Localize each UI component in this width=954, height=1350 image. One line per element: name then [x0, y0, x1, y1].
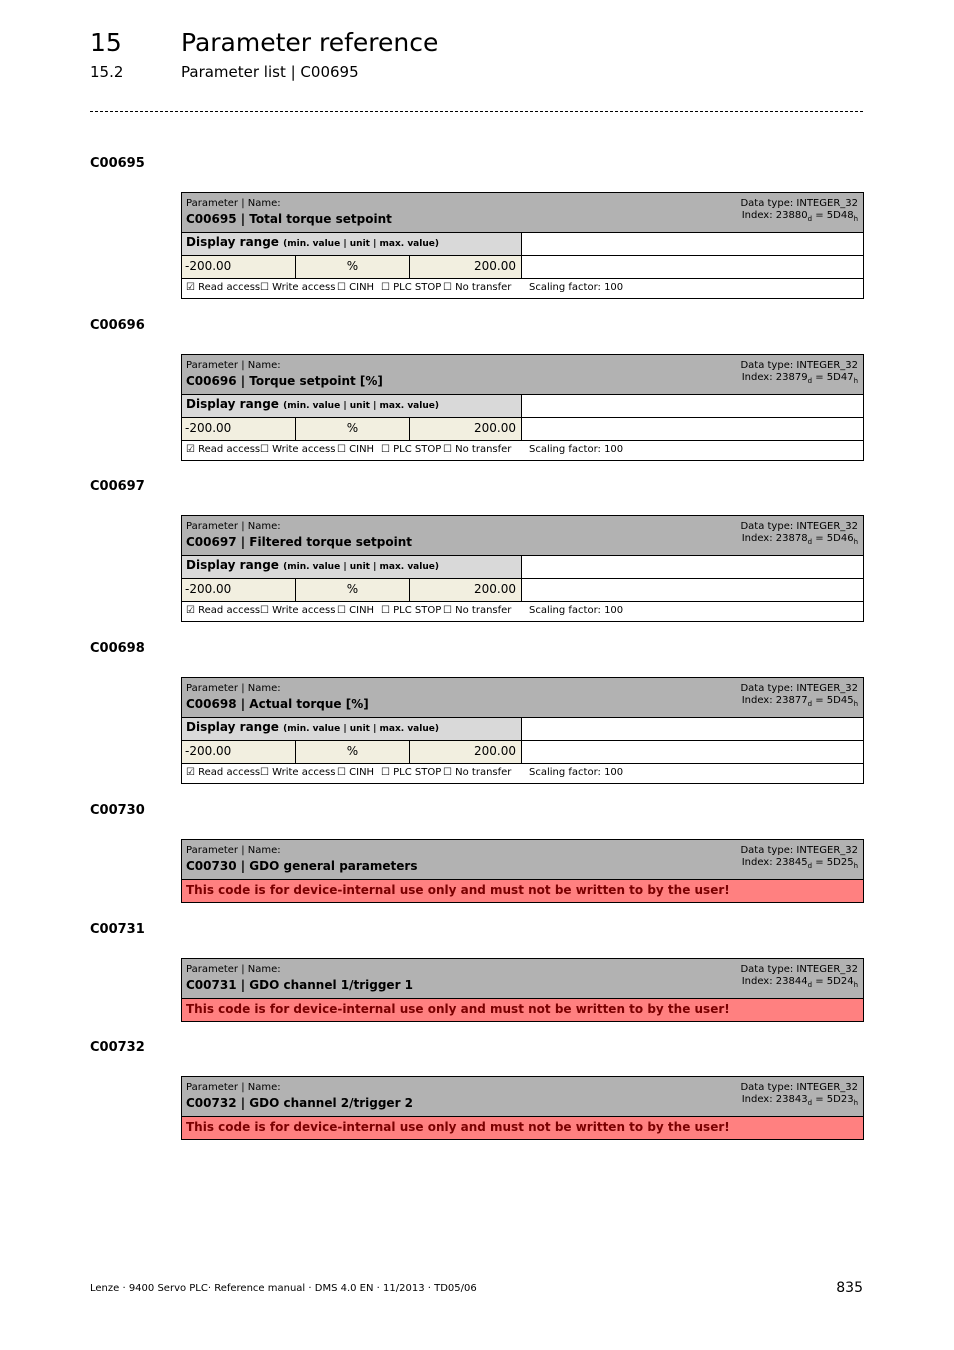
code-label: C00695: [90, 156, 145, 171]
chapter-title: Parameter reference: [181, 28, 439, 57]
param-name-label: Parameter | Name:: [186, 360, 281, 371]
internal-use-warning: This code is for device-internal use only and must not be written to by the user!: [182, 1117, 863, 1139]
write-access-checkbox: ☐ Write access: [260, 767, 336, 778]
param-name-label: Parameter | Name:: [186, 964, 281, 975]
param-table: [181, 354, 864, 461]
param-table: [181, 839, 864, 903]
param-title: C00732 | GDO channel 2/trigger 2: [186, 1096, 414, 1110]
param-index: Index: $23845_d = 5D25_h$: [741, 857, 858, 870]
data-type: Data type: INTEGER_32: [740, 360, 858, 371]
access-row: [182, 763, 863, 783]
param-title: C00695 | Total torque setpoint: [186, 212, 392, 226]
param-header: [182, 840, 863, 880]
min-value: -200.00: [182, 418, 296, 440]
param-table: [181, 958, 864, 1022]
param-name-label: Parameter | Name:: [186, 521, 281, 532]
display-range-row: [182, 395, 863, 417]
cinh-checkbox: ☐ CINH: [337, 605, 375, 616]
param-index: Index: $23879_d = 5D47_h$: [741, 372, 858, 385]
param-name-label: Parameter | Name:: [186, 198, 281, 209]
plc-stop-checkbox: ☐ PLC STOP: [381, 444, 442, 455]
access-row: [182, 440, 863, 460]
access-row: [182, 278, 863, 298]
read-access-checkbox: ☑ Read access: [186, 282, 261, 293]
dashed-divider: [90, 111, 863, 112]
data-type: Data type: INTEGER_32: [740, 964, 858, 975]
param-name-label: Parameter | Name:: [186, 845, 281, 856]
param-index: Index: $23843_d = 5D23_h$: [741, 1094, 858, 1107]
values-row: [182, 578, 863, 601]
values-row: [182, 740, 863, 763]
display-range-label: Display range (min. value | unit | max. value): [182, 395, 522, 417]
param-title: C00730 | GDO general parameters: [186, 859, 418, 873]
cinh-checkbox: ☐ CINH: [337, 767, 375, 778]
data-type: Data type: INTEGER_32: [740, 683, 858, 694]
cinh-checkbox: ☐ CINH: [337, 444, 375, 455]
write-access-checkbox: ☐ Write access: [260, 282, 336, 293]
display-range-row: [182, 556, 863, 578]
footer-text: Lenze · 9400 Servo PLC· Reference manual · DMS 4.0 EN · 11/2013 · TD05/06: [90, 1283, 477, 1294]
code-label: C00730: [90, 803, 145, 818]
unit: %: [296, 418, 410, 440]
param-header: [182, 355, 863, 395]
scaling-factor: Scaling factor: 100: [529, 444, 624, 455]
max-value: 200.00: [410, 579, 522, 601]
max-value: 200.00: [410, 256, 522, 278]
data-type: Data type: INTEGER_32: [740, 521, 858, 532]
cinh-checkbox: ☐ CINH: [337, 282, 375, 293]
read-access-checkbox: ☑ Read access: [186, 605, 261, 616]
param-index: Index: $23877_d = 5D45_h$: [741, 695, 858, 708]
plc-stop-checkbox: ☐ PLC STOP: [381, 605, 442, 616]
param-title: C00697 | Filtered torque setpoint: [186, 535, 413, 549]
param-index: Index: $23878_d = 5D46_h$: [741, 533, 858, 546]
internal-use-warning: This code is for device-internal use only and must not be written to by the user!: [182, 880, 863, 902]
param-table: [181, 192, 864, 299]
param-header: [182, 516, 863, 556]
read-access-checkbox: ☑ Read access: [186, 767, 261, 778]
code-label: C00696: [90, 318, 145, 333]
param-title: C00696 | Torque setpoint [%]: [186, 374, 383, 388]
max-value: 200.00: [410, 741, 522, 763]
access-row: [182, 601, 863, 621]
param-header: [182, 678, 863, 718]
param-table: [181, 677, 864, 784]
write-access-checkbox: ☐ Write access: [260, 444, 336, 455]
param-title: C00698 | Actual torque [%]: [186, 697, 369, 711]
unit: %: [296, 579, 410, 601]
param-header: [182, 959, 863, 999]
display-range-label: Display range (min. value | unit | max. value): [182, 718, 522, 740]
code-label: C00731: [90, 922, 145, 937]
plc-stop-checkbox: ☐ PLC STOP: [381, 282, 442, 293]
no-transfer-checkbox: ☐ No transfer: [443, 605, 512, 616]
no-transfer-checkbox: ☐ No transfer: [443, 282, 512, 293]
display-range-row: [182, 718, 863, 740]
min-value: -200.00: [182, 741, 296, 763]
data-type: Data type: INTEGER_32: [740, 198, 858, 209]
min-value: -200.00: [182, 256, 296, 278]
write-access-checkbox: ☐ Write access: [260, 605, 336, 616]
param-name-label: Parameter | Name:: [186, 683, 281, 694]
unit: %: [296, 256, 410, 278]
plc-stop-checkbox: ☐ PLC STOP: [381, 767, 442, 778]
internal-use-warning: This code is for device-internal use only and must not be written to by the user!: [182, 999, 863, 1021]
read-access-checkbox: ☑ Read access: [186, 444, 261, 455]
data-type: Data type: INTEGER_32: [740, 1082, 858, 1093]
no-transfer-checkbox: ☐ No transfer: [443, 767, 512, 778]
param-table: [181, 515, 864, 622]
unit: %: [296, 741, 410, 763]
code-label: C00697: [90, 479, 145, 494]
param-name-label: Parameter | Name:: [186, 1082, 281, 1093]
data-type: Data type: INTEGER_32: [740, 845, 858, 856]
section-title: Parameter list | C00695: [181, 63, 359, 81]
display-range-label: Display range (min. value | unit | max. value): [182, 556, 522, 578]
section-number: 15.2: [90, 63, 124, 81]
param-header: [182, 1077, 863, 1117]
param-title: C00731 | GDO channel 1/trigger 1: [186, 978, 414, 992]
display-range-label: Display range (min. value | unit | max. value): [182, 233, 522, 255]
code-label: C00732: [90, 1040, 145, 1055]
scaling-factor: Scaling factor: 100: [529, 767, 624, 778]
display-range-row: [182, 233, 863, 255]
values-row: [182, 417, 863, 440]
min-value: -200.00: [182, 579, 296, 601]
code-label: C00698: [90, 641, 145, 656]
scaling-factor: Scaling factor: 100: [529, 282, 624, 293]
chapter-number: 15: [90, 28, 122, 57]
no-transfer-checkbox: ☐ No transfer: [443, 444, 512, 455]
page-number: 835: [836, 1280, 863, 1296]
param-index: Index: $23880_d = 5D48_h$: [741, 210, 858, 223]
param-table: [181, 1076, 864, 1140]
scaling-factor: Scaling factor: 100: [529, 605, 624, 616]
values-row: [182, 255, 863, 278]
param-index: Index: $23844_d = 5D24_h$: [741, 976, 858, 989]
param-header: [182, 193, 863, 233]
max-value: 200.00: [410, 418, 522, 440]
